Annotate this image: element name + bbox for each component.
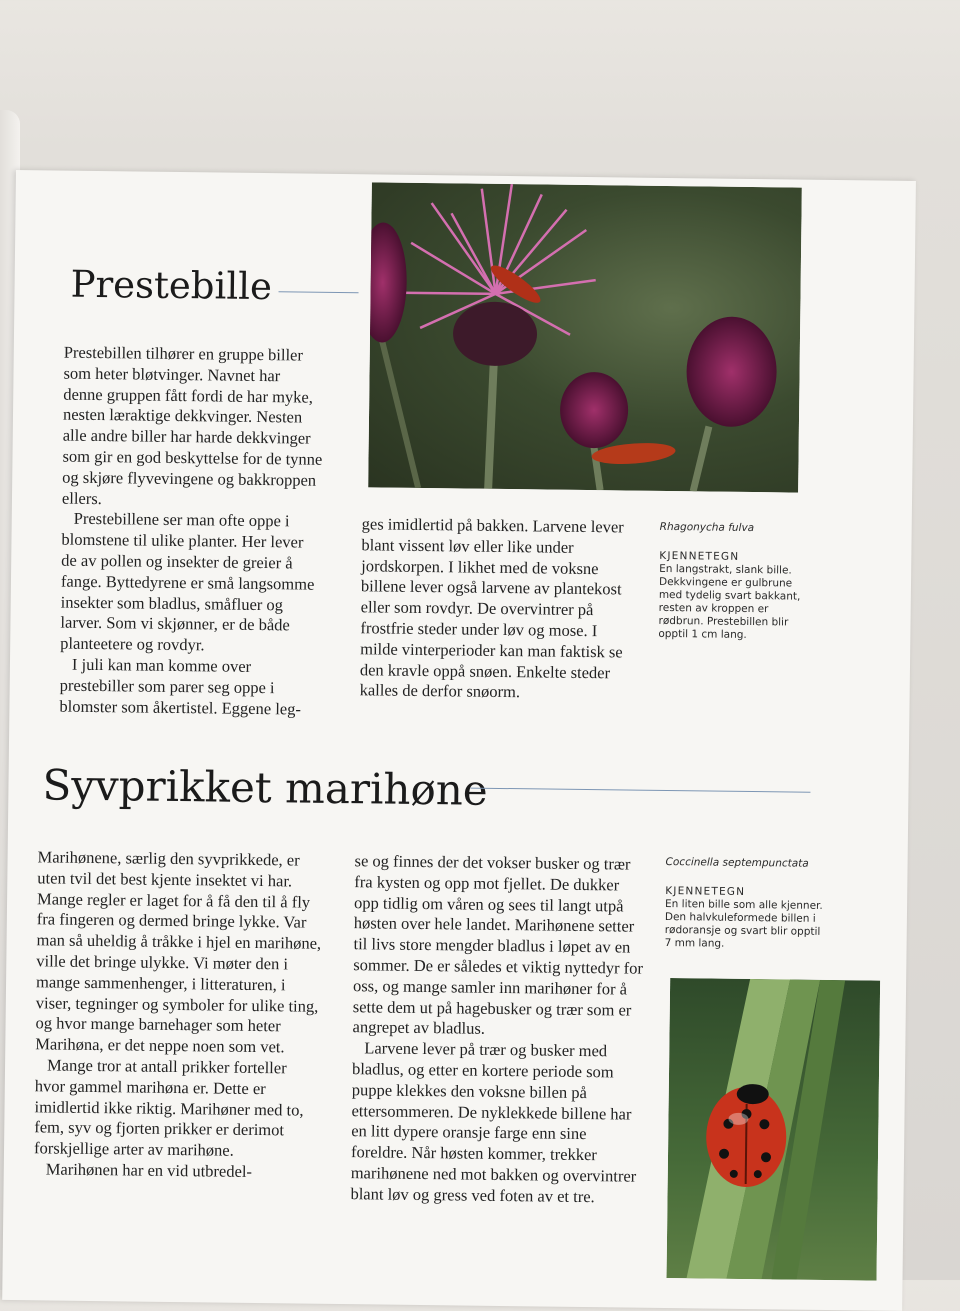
paragraph: se og finnes der det vokser busker og trær fra kysten og opp mot fjellet. De dukker opp tidlig om våren og sees til langt utpå høsten over hele landet. Marihønene setter til livs store mengder bladlus i løpet av en sommer. De er således et viktig nyttedyr for oss, og mange samler inn marihøner for å sette dem ut på hagebusker og trær som er angrepet av bladlus. [352,851,644,1039]
caption-heading: KJENNETEGN [665,884,746,898]
species-name: Rhagonycha fulva [659,520,755,535]
caption-heading: KJENNETEGN [659,549,740,563]
paragraph: Prestebillen tilhører en gruppe biller som heter bløtvinger. Navnet har denne gruppen fått fordi de har myke, nesten læraktige dekkvinger. Nesten alle andre biller har harde dekkvinger som gir en god beskyttelse for de tynne og skjøre flyvevingene og bakkroppen ellers. [61,342,323,508]
prestebille-column-1 [59,343,324,720]
title-rule [279,291,359,293]
paragraph: Marihønen har en vid utbredel- [45,1159,253,1181]
paragraph: Prestebillene ser man ofte oppe i blomstene til ulike planter. Her lever de av pollen og insekter de greier å fange. Byttedyrene er små langsomme insekter som bladlus, småfluer og larver. Som vi skjønner, er de både planteetere og rovdyr. [60,509,315,655]
prestebille-column-2 [360,514,627,704]
title-rule [470,788,810,793]
paragraph: I juli kan man komme over prestebiller som parer seg oppe i blomster som åkertistel. Eggene leg- [59,654,302,719]
paragraph: ges imidlertid på bakken. Larvene lever blant vissent løv eller like under jordskorpen. I likhet med de voksne billene lever også larvene av plantekost eller som rovdyr. De overvintrer på frostfrie steder under løv og mose. I milde vinterperioder kan man faktisk se den kravle oppå snøen. Enkelte steder kalles de derfor snøorm. [359,514,624,702]
paragraph: Larvene lever på trær og busker med bladlus, og etter en kortere periode som puppe klekkes den voksne billen på ettersommeren. De nyklekkede billene har en litt dypere oransje farge enn sine foreldre. Når høsten kommer, trekker marihønene ned mot bakken og overvintrer blant løv og gress ved foten av et tre. [350,1038,637,1206]
caption-text: En langstrakt, slank bille. Dekkvingene er gulbrune med tydelig svart bakkant, resten av kroppen er rødbrun. Prestebillen blir opptil 1 cm lang. [658,562,801,641]
marihone-caption [665,856,831,952]
marihone-column-2 [350,851,644,1208]
ladybug-photo [667,978,881,1281]
species-name: Coccinella septempunctata [665,855,809,870]
section-title-prestebille: Prestebille [70,262,273,309]
paragraph: Mange tror at antall prikker forteller hvor gammel marihøna er. Dette er imidlertid ikke riktig. Marihøner med to, fem, syv og fjorten prikker er derimot forskjellige arter av marihøne. [33,1055,304,1160]
book-page [2,170,916,1311]
caption-text: En liten bille som alle kjenner. Den halvkuleformede billen i rødoransje og svart blir opptil 7 mm lang. [664,897,823,950]
section-title-marihone: Syvprikket marihøne [42,760,488,815]
marihone-column-1 [34,847,323,1183]
thistle-beetle-photo [368,182,802,492]
prestebille-caption [658,521,809,643]
paragraph: Marihønene, særlig den syvprikkede, er uten tvil det best kjente insektet vi har. Mange regler er laget for å få den til å fly fra fingeren og dermed bringe lykke. Var man så uheldig å tråkke i hjel en marihøne, ville det bringe ulykke. Vi møter den i mange sammenhenger, i litteraturen, i viser, tegninger og symboler for ulike ting, og hvor mange barnehager som heter Marihøna, er det neppe noen som vet. [35,847,322,1057]
